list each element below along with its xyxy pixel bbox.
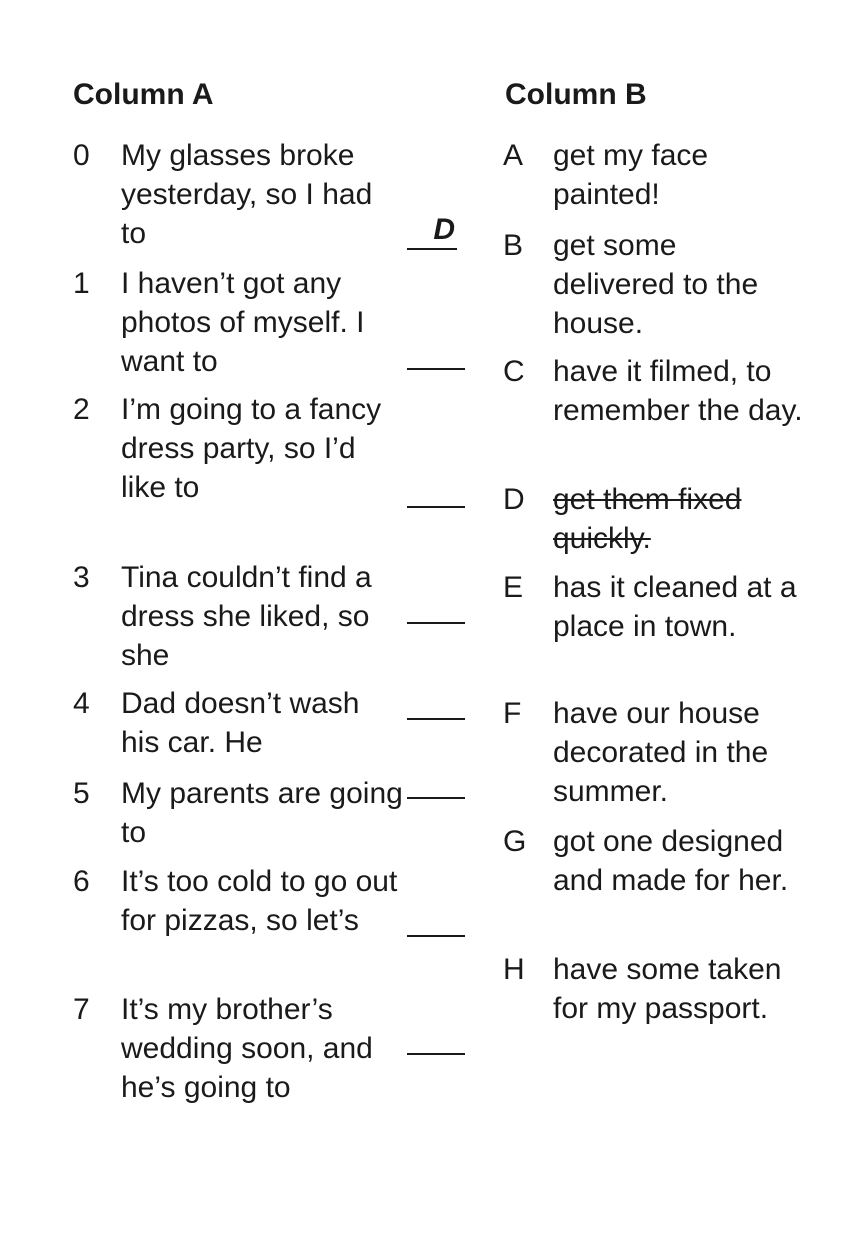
column-b-item-c bbox=[503, 352, 803, 430]
item-text: I haven’t got any photos of myself. I want to bbox=[121, 267, 365, 378]
column-b-item-a bbox=[503, 136, 803, 214]
column-b-item-d bbox=[503, 480, 803, 558]
item-letter: C bbox=[503, 355, 525, 388]
item-number: 1 bbox=[73, 267, 90, 300]
item-letter: D bbox=[503, 483, 525, 516]
item-text: My glasses broke yesterday, so I had to bbox=[121, 139, 373, 250]
column-b-item-b bbox=[503, 226, 803, 343]
item-number: 6 bbox=[73, 865, 90, 898]
item-text: get some delivered to the house. bbox=[553, 229, 759, 340]
column-b-item-g bbox=[503, 822, 803, 900]
answer-blank-4[interactable] bbox=[407, 718, 465, 720]
answer-blank-2[interactable] bbox=[407, 506, 465, 508]
item-text: Dad doesn’t wash his car. He bbox=[121, 687, 360, 759]
column-b-item-f bbox=[503, 694, 803, 811]
item-text-struck: get them fixed quickly. bbox=[553, 483, 742, 555]
answer-blank-6[interactable] bbox=[407, 935, 465, 937]
item-text: Tina couldn’t find a dress she liked, so she bbox=[121, 561, 372, 672]
item-letter: A bbox=[503, 139, 524, 172]
item-letter: H bbox=[503, 953, 525, 986]
answer-blank-0[interactable]: D bbox=[407, 212, 457, 250]
column-a-item-3 bbox=[73, 558, 403, 675]
item-text: have it filmed, to remember the day. bbox=[553, 355, 803, 427]
item-letter: G bbox=[503, 825, 527, 858]
item-letter: B bbox=[503, 229, 524, 262]
item-text: It’s too cold to go out for pizzas, so let’s bbox=[121, 865, 398, 937]
item-number: 3 bbox=[73, 561, 90, 594]
item-letter: F bbox=[503, 697, 522, 730]
column-a-item-4 bbox=[73, 684, 403, 762]
item-text: have our house decorated in the summer. bbox=[553, 697, 769, 808]
item-text: It’s my brother’s wedding soon, and he’s going to bbox=[121, 993, 373, 1104]
column-b-item-e bbox=[503, 568, 803, 646]
answer-blank-5[interactable] bbox=[407, 797, 465, 799]
answer-blank-1[interactable] bbox=[407, 368, 465, 370]
column-b-heading: Column B bbox=[505, 78, 647, 111]
column-a-item-6 bbox=[73, 862, 403, 940]
column-a-item-7 bbox=[73, 990, 403, 1107]
column-a-item-1 bbox=[73, 264, 403, 381]
column-a-item-5 bbox=[73, 774, 403, 852]
item-number: 7 bbox=[73, 993, 90, 1026]
column-a-item-2 bbox=[73, 390, 403, 507]
item-number: 0 bbox=[73, 139, 90, 172]
item-text: have some taken for my passport. bbox=[553, 953, 782, 1025]
answer-blank-7[interactable] bbox=[407, 1053, 465, 1055]
item-number: 4 bbox=[73, 687, 90, 720]
answer-blank-3[interactable] bbox=[407, 622, 465, 624]
item-text: I’m going to a fancy dress party, so I’d like to bbox=[121, 393, 382, 504]
item-number: 2 bbox=[73, 393, 90, 426]
item-text: got one designed and made for her. bbox=[553, 825, 789, 897]
item-text: get my face painted! bbox=[553, 139, 709, 211]
column-a-heading: Column A bbox=[73, 78, 214, 111]
item-text: has it cleaned at a place in town. bbox=[553, 571, 797, 643]
column-a-item-0 bbox=[73, 136, 403, 253]
column-b-item-h bbox=[503, 950, 803, 1028]
item-number: 5 bbox=[73, 777, 90, 810]
item-letter: E bbox=[503, 571, 524, 604]
item-text: My parents are going to bbox=[121, 777, 403, 849]
